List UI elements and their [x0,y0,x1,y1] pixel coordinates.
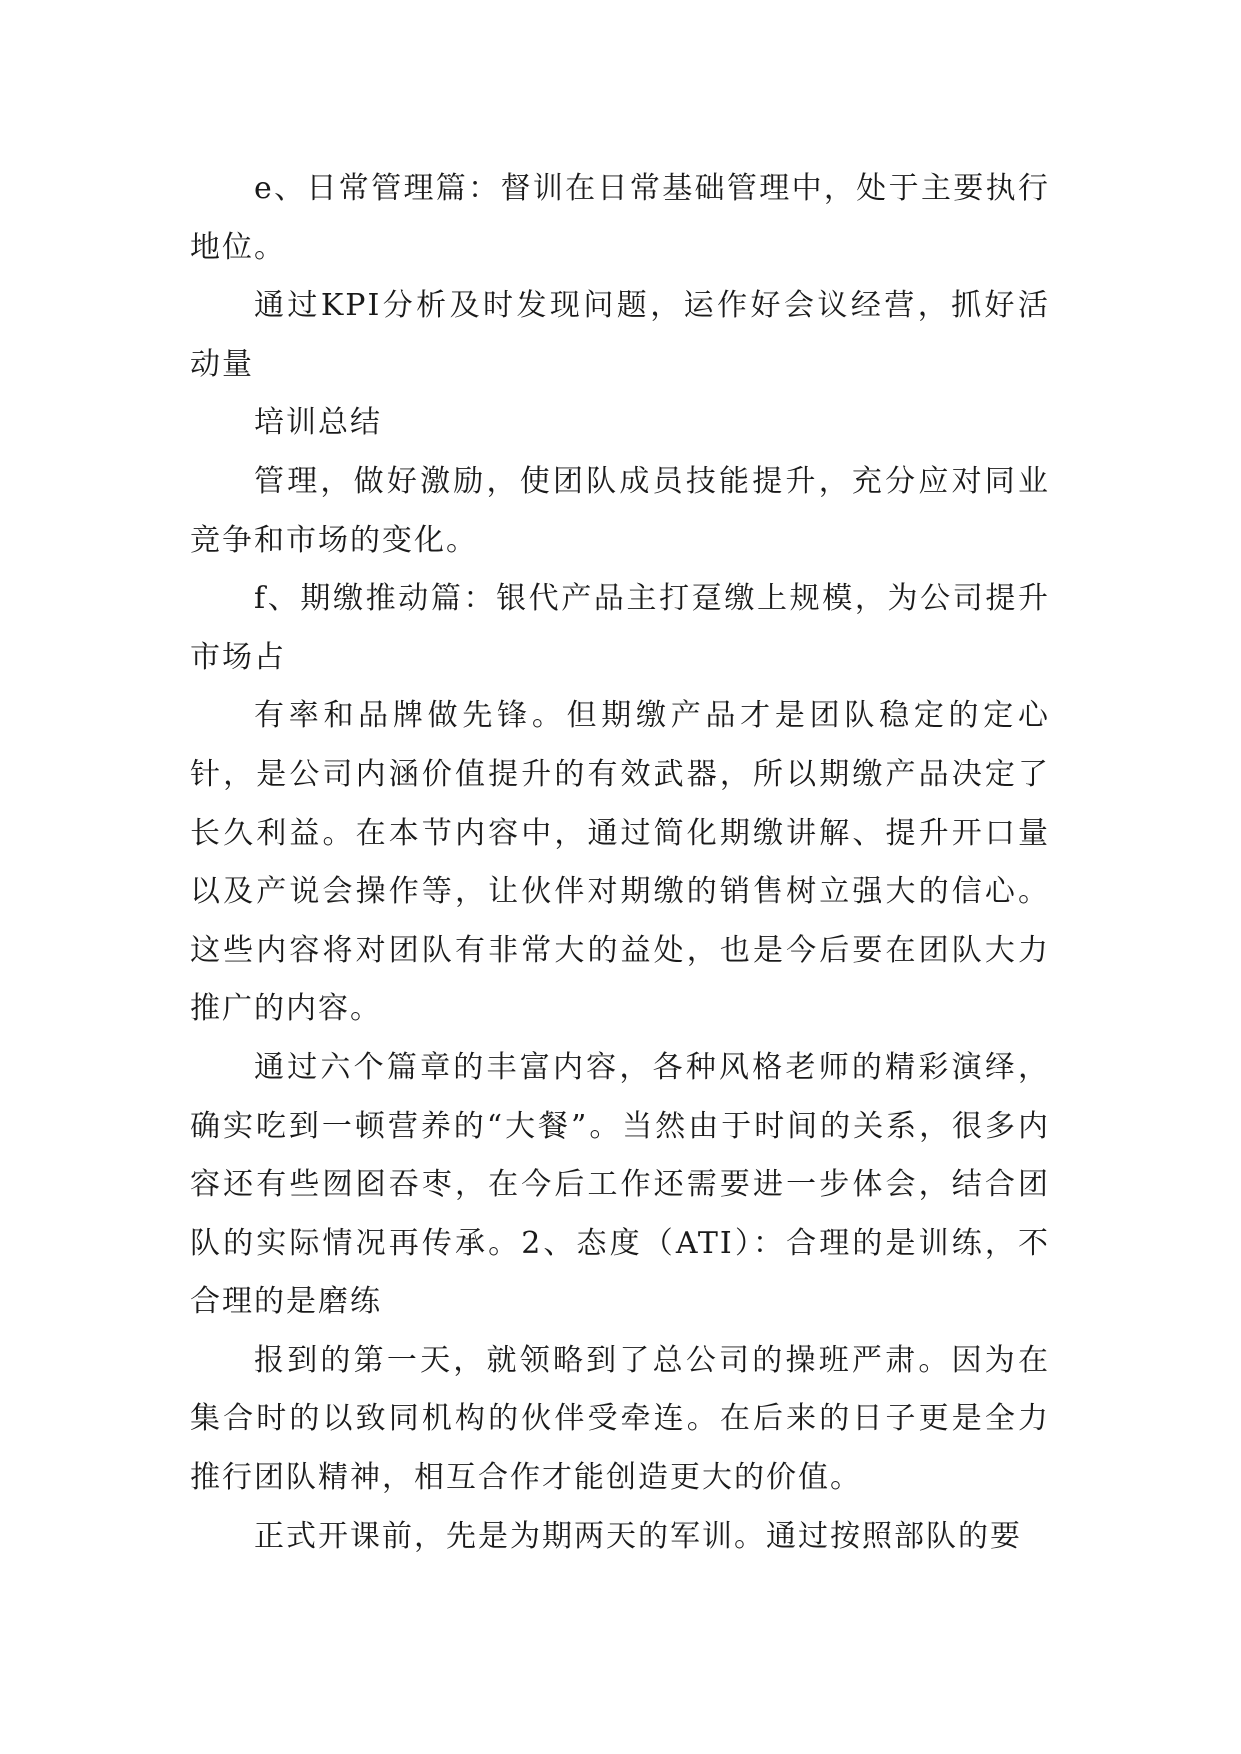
paragraph-periodic-payment: f、期缴推动篇：银代产品主打趸缴上规模，为公司提升市场占 [190,581,1050,675]
paragraph-management-incentive: 管理，做好激励，使团队成员技能提升，充分应对同业竞争和市场的变化。 [190,463,1050,558]
paragraph-market-share: 有率和品牌做先锋。但期缴产品才是团队稳定的定心针，是公司内涵价值提升的有效武器，所以期缴产品决定了长久利益。在本节内容中，通过简化期缴讲解、提升开口量以及产说会操作等，让伙伴对期缴的销售树立强大的信心。这些内容将对团队有非常大的益处，也是今后要在团队大力推广的内容。 [190,698,1050,1027]
body-text [190,160,1050,1566]
paragraph-kpi-analysis: 通过KPI分析及时发现问题，运作好会议经营，抓好活动量 [190,288,1050,382]
paragraph-training-summary: 培训总结 [254,405,382,441]
paragraph-military-training: 正式开课前，先是为期两天的军训。通过按照部队的要 [254,1518,1022,1554]
paragraph-six-chapters: 通过六个篇章的丰富内容，各种风格老师的精彩演绎，确实吃到一顿营养的“大餐”。当然由于时间的关系，很多内容还有些囫囵吞枣，在今后工作还需要进一步体会，结合团队的实际情况再传承。2、态度（ATI）：合理的是训练，不合理的是磨练 [190,1049,1050,1320]
paragraph-first-day: 报到的第一天，就领略到了总公司的操班严肃。因为在集合时的以致同机构的伙伴受牵连。在后来的日子更是全力推行团队精神，相互合作才能创造更大的价值。 [190,1342,1050,1496]
paragraph-daily-management: e、日常管理篇：督训在日常基础管理中，处于主要执行地位。 [190,171,1050,265]
